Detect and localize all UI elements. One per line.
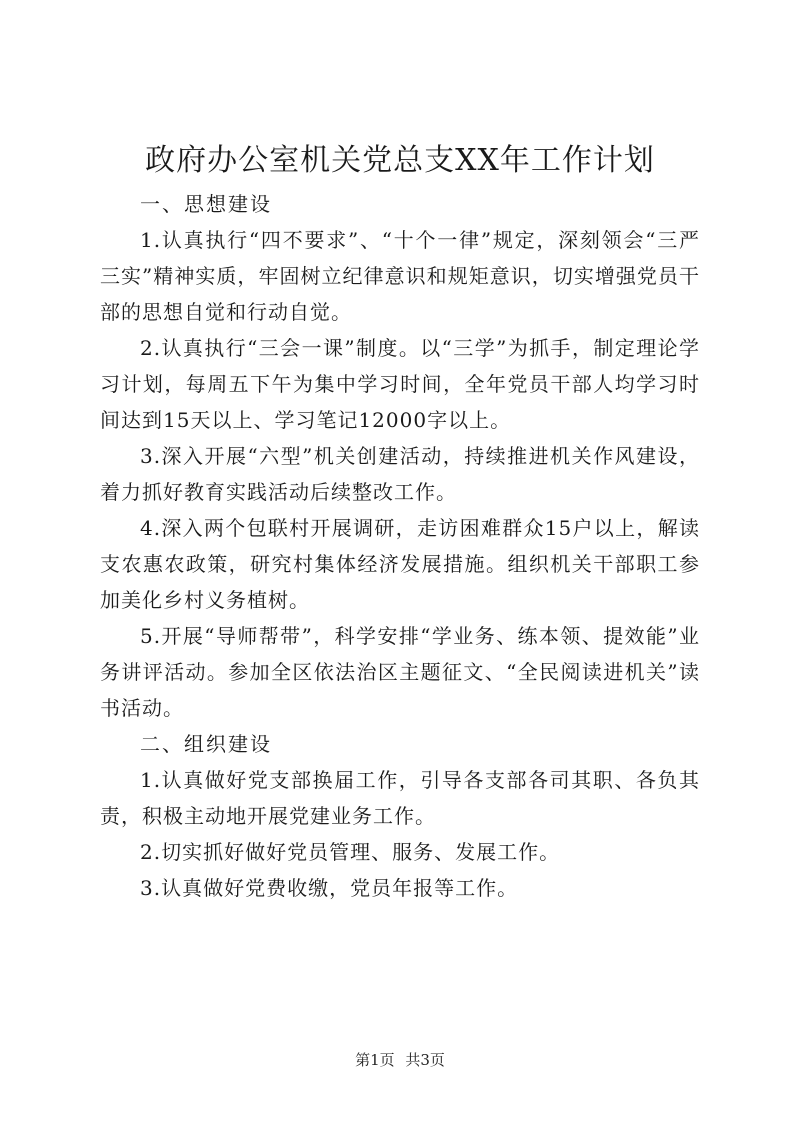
paragraph: 3.认真做好党费收缴，党员年报等工作。	[140, 876, 519, 900]
paragraph: 4.深入两个包联村开展调研，走访困难群众15户以上，解读支农惠农政策，研究村集体经济发展措施。组织机关干部职工参加美化乡村义务植树。	[100, 516, 700, 612]
section-heading: 一、思想建设	[140, 192, 272, 216]
paragraph: 3.深入开展“六型”机关创建活动，持续推进机关作风建设，着力抓好教育实践活动后续整改工作。	[100, 444, 700, 504]
paragraph: 1.认真做好党支部换届工作，引导各支部各司其职、各负其责，积极主动地开展党建业务工作。	[100, 768, 700, 828]
document-title: 政府办公室机关党总支XX年工作计划	[145, 143, 655, 178]
paragraph: 2.切实抓好做好党员管理、服务、发展工作。	[140, 840, 561, 864]
paragraph: 2.认真执行“三会一课”制度。以“三学”为抓手，制定理论学习计划，每周五下午为集中学习时间，全年党员干部人均学习时间达到15天以上、学习笔记12000字以上。	[100, 336, 700, 432]
page-footer	[0, 1050, 800, 1070]
section-heading: 二、组织建设	[140, 732, 272, 756]
paragraph: 5.开展“导师帮带”，科学安排“学业务、练本领、提效能”业务讲评活动。参加全区依法治区主题征文、“全民阅读进机关”读书活动。	[100, 624, 700, 720]
page-total: 共3页	[405, 1051, 445, 1069]
page-number: 第1页	[355, 1051, 395, 1069]
paragraph: 1.认真执行“四不要求”、“十个一律”规定，深刻领会“三严三实”精神实质，牢固树立纪律意识和规矩意识，切实增强党员干部的思想自觉和行动自觉。	[100, 228, 700, 324]
document-body	[100, 186, 700, 906]
